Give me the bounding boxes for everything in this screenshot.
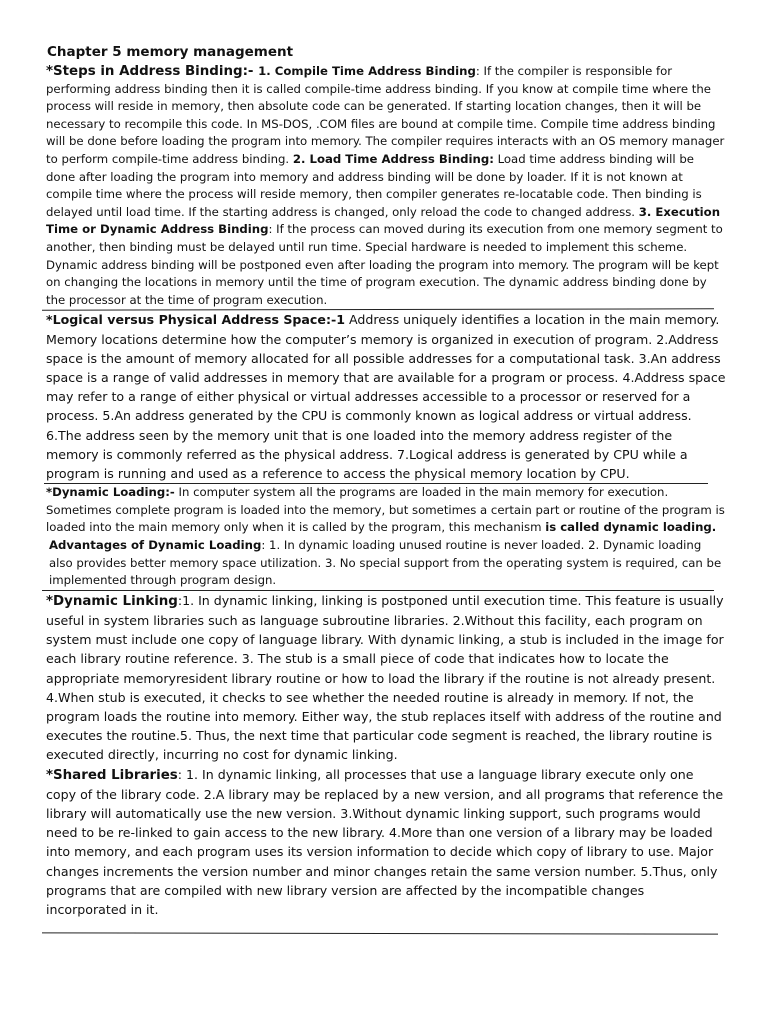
logical-physical-heading: *Logical versus Physical Address Space:-1 — [46, 312, 345, 328]
compile-time-text: : If the compiler is responsible for performing address binding then it is called compile-time address binding. If you know at compile time where the process will reside in memory, then absolute code can be generated. If starting location changes, then it will be necessary to recompile this code. In MS-DOS, .COM files are bound at compile time. Compile time address binding will be done before loading the program into memory. The compiler requires interacts with an OS memory manager to perform compile-time address binding. — [46, 64, 725, 166]
advantages-text: : 1. In dynamic loading unused routine is never loaded. 2. Dynamic loading also provides better memory space utilization. 3. No special support from the operating system is required, can be implemented through program design. — [49, 537, 722, 588]
execution-time-text: : If the process can moved during its execution from one memory segment to another, then binding must be delayed until run time. Special hardware is needed to implement this scheme. Dynamic address binding will be postponed even after loading the program into memory. The program will be kept on changing the locations in memory until the time of program execution. The dynamic address binding done by the processor at the time of program execution. — [46, 222, 723, 307]
divider — [42, 933, 718, 935]
logical-physical-text: Address uniquely identifies a location in the main memory. Memory locations determine how the computer’s memory is organized in execution of program. 2.Address space is the amount of memory allocated for all possible addresses for a computational task. 3.An address space is a range of valid addresses in memory that are available for a program or process. 4.Address space may refer to a range of either physical or virtual addresses accessible to a processor or reserved for a process. 5.An address generated by the CPU is commonly known as logical address or virtual address. 6.The address seen by the memory unit that is one loaded into the memory address register of the memory is commonly referred as the physical address. 7.Logical address is generated by CPU while a program is running and used as a reference to access the physical memory location by CPU. — [46, 312, 726, 481]
dynamic-linking-text: :1. In dynamic linking, linking is postponed until execution time. This feature is usually useful in system libraries such as language subroutine libraries. 2.Without this facility, each program on system must include one copy of language library. With dynamic linking, a stub is included in the image for each library routine reference. 3. The stub is a small piece of code that indicates how to locate the appropriate memoryresident library routine or how to load the library if the routine is not already present. 4.When stub is executed, it checks to see whether the needed routine is already in memory. If not, the program loads the routine into memory. Either way, the stub replaces itself with address of the routine and executes the routine.5. Thus, the next time that particular code segment is reached, the library routine is executed directly, incurring no cost for dynamic linking. — [46, 592, 724, 763]
dynamic-loading-emphasis: is called dynamic loading. — [545, 520, 717, 535]
document-page — [46, 40, 726, 934]
section-shared-libraries — [46, 765, 726, 920]
load-time-label: 2. Load Time Address Binding: — [292, 151, 494, 166]
dynamic-loading-heading: *Dynamic Loading:- — [46, 485, 175, 500]
compile-time-label: 1. Compile Time Address Binding — [258, 64, 476, 78]
dynamic-loading-text: In computer system all the programs are loaded in the main memory for execution. Sometimes complete program is loaded into the memory, but sometimes a certain part or routine of the program is loaded into the main memory only when it is called by the program, this mechanism — [46, 485, 725, 535]
section-dynamic-loading-advantages — [46, 537, 726, 590]
shared-libraries-heading: *Shared Libraries — [46, 767, 178, 783]
section-dynamic-linking — [46, 591, 726, 765]
section-logical-physical — [46, 310, 726, 483]
section-address-binding — [46, 63, 726, 309]
shared-libraries-text: : 1. In dynamic linking, all processes that use a language library execute only one copy of the library code. 2.A library may be replaced by a new version, and all programs that reference the library will automatically use the new version. 3.Without dynamic linking support, such programs would need to be re-linked to gain access to the new library. 4.More than one version of a library may be loaded into memory, and each program uses its version information to decide which copy of library to use. Major changes increments the version number and minor changes retain the same version number. 5.Thus, only programs that are compiled with new library version are affected by the incompatible changes incorporated in it. — [46, 766, 724, 917]
load-time-text: Load time address binding will be done after loading the program into memory and address binding will be done by loader. If it is not known at compile time where the process will reside memory, then compiler generates re-locatable code. Then binding is delayed until load time. If the starting address is changed, only reload the code to changed address. — [46, 151, 702, 219]
address-binding-heading: *Steps in Address Binding:- — [46, 64, 259, 79]
page-title: Chapter 5 memory management — [47, 44, 294, 60]
section-dynamic-loading — [46, 484, 726, 537]
dynamic-linking-heading: *Dynamic Linking — [46, 593, 178, 609]
execution-time-label: 3. Execution Time or Dynamic Address Binding — [46, 204, 721, 237]
advantages-label: Advantages of Dynamic Loading — [49, 537, 262, 552]
